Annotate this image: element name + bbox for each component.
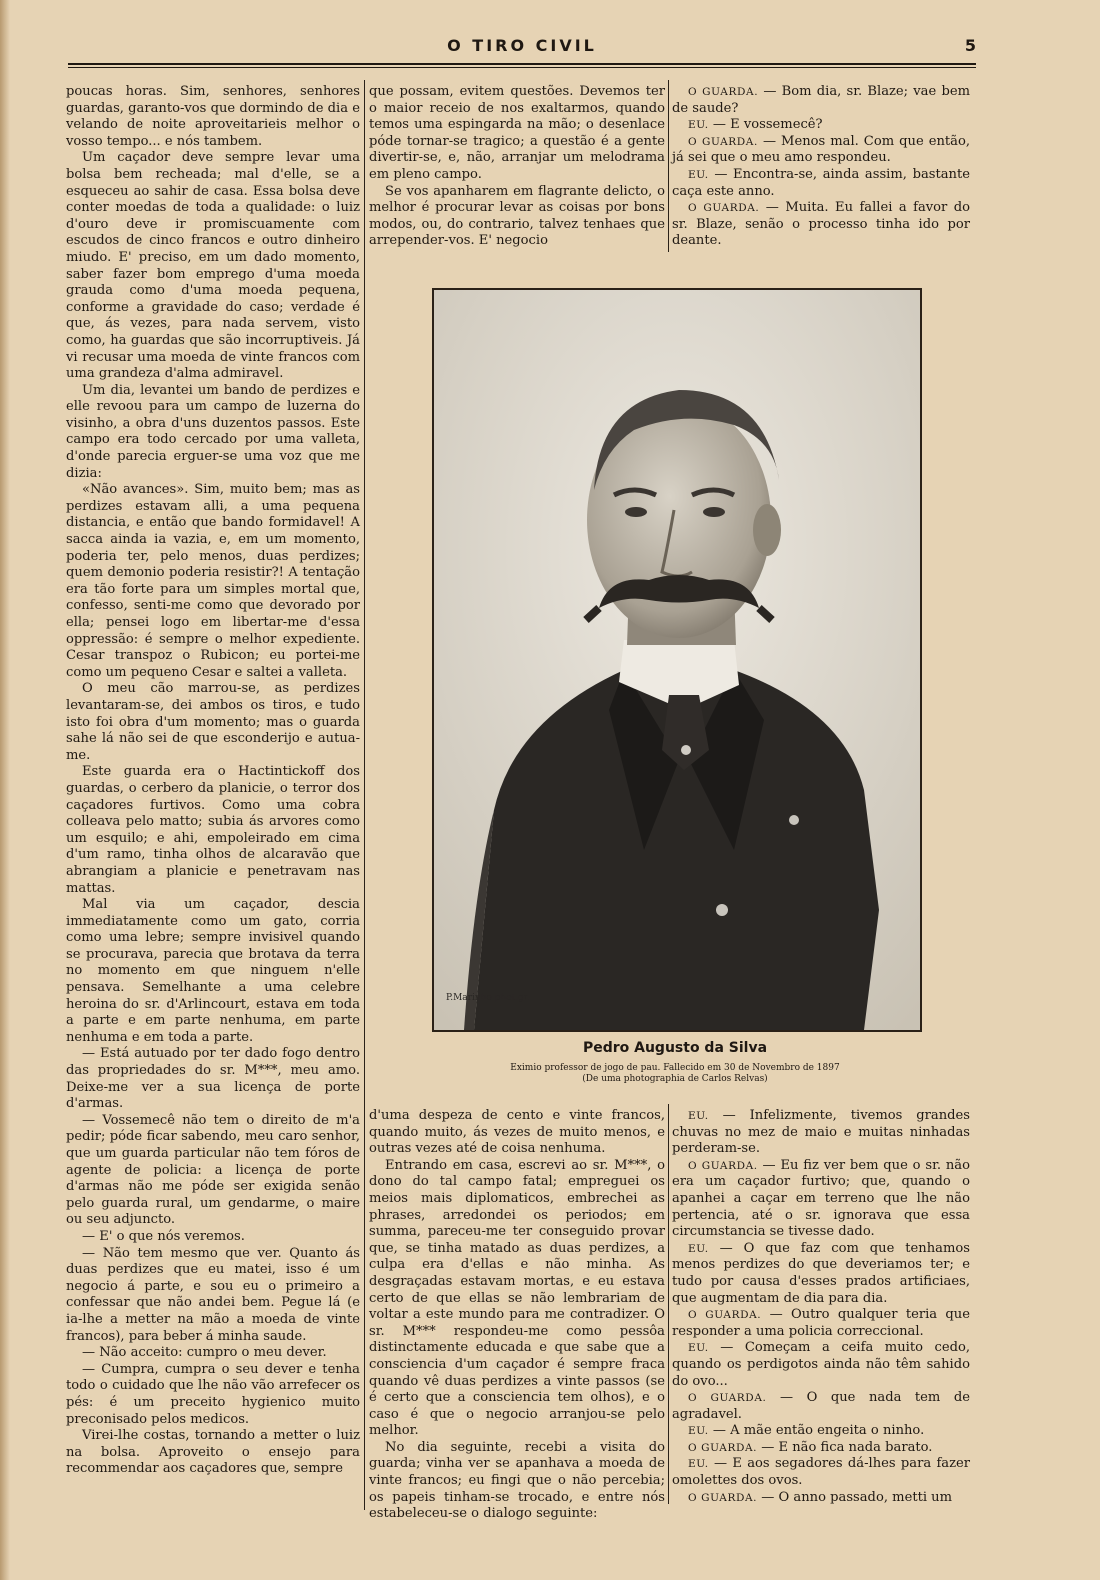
left-column (66, 84, 360, 1514)
paragraph: — Não acceito: cumpro o meu dever. (82, 1345, 327, 1361)
column-rule-right-bottom (668, 1104, 669, 1504)
speaker: EU. (688, 1342, 709, 1355)
paragraph: d'uma despeza de cento e vinte francos, quando muito, ás vezes de muito menos, e outras vezes até de coisa nenhuma. (369, 1108, 665, 1157)
speech: — Outro qualquer teria que responder a uma policia correccional. (672, 1307, 970, 1339)
speech: — Infelizmente, tivemos grandes chuvas no mez de maio e muitas ninhadas perderam-se. (672, 1108, 970, 1157)
speaker: EU. (688, 119, 709, 132)
column-rule-right-top (668, 80, 669, 252)
right-top-column (672, 84, 970, 256)
speech: — Muita. Eu fallei a favor do sr. Blaze, senão o processo tinha ido por deante. (672, 200, 970, 249)
dialogue-line (672, 1158, 970, 1241)
paragraph: — E' o que nós veremos. (82, 1228, 245, 1244)
publication-title: O TIRO CIVIL (447, 36, 597, 55)
page-edge-shadow (0, 0, 10, 1580)
speech: — A mãe então engeita o ninho. (708, 1423, 925, 1439)
dialogue-line (672, 1390, 970, 1423)
paragraph: — Está autuado por ter dado fogo dentro das propriedades do sr. M***, meu amo. Deixe-me ver a sua licença de porte d'armas. (66, 1046, 360, 1112)
speaker: O GUARDA. (688, 1309, 762, 1322)
speaker: EU. (688, 168, 709, 181)
speaker: O GUARDA. (688, 202, 760, 215)
paragraph: Mal via um caçador, descia immediatamente como um gato, corria como uma lebre; sempre invisivel quando se procurava, parecia que brotava da terra no momento em que ninguem n'elle pensava. Semelhante a uma celebre heroina do sr. d'Arlincourt, estava em toda a parte e em parte nenhuma, em parte nenhuma e em toda a parte. (66, 897, 360, 1045)
speaker: EU. (688, 1110, 709, 1122)
column-rule-left (364, 80, 365, 1510)
speech: — E aos segadores dá-lhes para fazer omolettes dos ovos. (672, 1456, 970, 1489)
paragraph: No dia seguinte, recebi a visita do guarda; vinha ver se apanhava a moeda de vinte francos; eu fingi que o não percebia; os papeis tinham-se trocado, e entre nós estabeleceu-se o dialogo seguinte: (369, 1439, 665, 1522)
photo-signature: P.Marinho phot.gr. (446, 993, 531, 1003)
speech: — O que faz com que tenhamos menos perdizes do que deveriamos ter; e tudo por causa d'esses prados artificiaes, que augmentam de dia para dia. (672, 1240, 970, 1306)
speech: — Começam a ceifa muito cedo, quando os perdigotos ainda não têm sahido do ovo... (672, 1340, 970, 1389)
middle-bottom-column (369, 1108, 665, 1522)
paragraph: — Vossemecê não tem o direito de m'a pedir; póde ficar sabendo, meu caro senhor, que um guarda particular não tem fóros de agente de policia: a licença de porte d'armas não me póde ser exigida senão pelo guarda rural, um gendarme, o maire ou seu adjuncto. (66, 1112, 360, 1228)
paragraph: Um caçador deve sempre levar uma bolsa bem recheada; mal d'elle, se a esqueceu ao sahir de casa. Essa bolsa deve conter moedas de toda a qualidade: o luiz d'ouro deve ir promiscuamente com escudos de cinco francos e outro dinheiro miudo. E' preciso, em um dado momento, saber fazer bom emprego d'uma moeda grauda como d'uma moeda pequena, conforme a gravidade do caso; verdade é que, ás vezes, para nada servem, visto como, ha guardas que são incorruptiveis. Já vi recusar uma moeda de vinte francos com uma grandeza d'alma admiravel. (66, 150, 360, 382)
speaker: O GUARDA. (688, 135, 758, 148)
header-rule-top (68, 63, 976, 65)
dialogue-line (672, 1241, 970, 1307)
speech: — O anno passado, metti um (757, 1489, 953, 1505)
paragraph: Se vos apanharem em flagrante delicto, o melhor é procurar levar as coisas por bons modos, ou, do contrario, talvez tenhaes que arrepender-vos. E' negocio (369, 183, 665, 249)
right-bottom-column (672, 1108, 970, 1508)
page-number: 5 (964, 36, 976, 55)
dialogue-line (672, 1108, 970, 1158)
paragraph: que possam, evitem questões. Devemos ter o maior receio de nos exaltarmos, quando temos uma espingarda na mão; o desenlace póde tornar-se tragico; a questão é a gente divertir-se, e, não, arranjar um melodrama em pleno campo. (369, 84, 665, 182)
speech: — E não fica nada barato. (757, 1439, 933, 1455)
caption-line: (De uma photographia de Carlos Relvas) (582, 1074, 768, 1084)
paragraph: O meu cão marrou-se, as perdizes levantaram-se, dei ambos os tiros, e tudo isto foi obra d'um momento; mas o guarda sahe lá não sei de que esconderijo e autua-me. (66, 681, 360, 763)
paragraph: Entrando em casa, escrevi ao sr. M***, o dono do tal campo fatal; empreguei os meios mais diplomaticos, embrechei as phrases, arredondei os periodos; em summa, pareceu-me ter conseguido provar que, se tinha matado as duas perdizes, a culpa era d'ellas e não minha. As desgraçadas estavam mortas, e eu estava certo de que ellas se não lembrariam de voltar a este mundo para me contradizer. O sr. M*** respondeu-me como pessôa distinctamente educada e que sabe que a consciencia d'um caçador é sempre fraca quando vê duas perdizes a vinte passos (se é certo que a consciencia tem olhos), e o caso é que o negocio arranjou-se pelo melhor. (369, 1157, 665, 1439)
header-rule-bottom (68, 67, 976, 68)
portrait-caption (432, 1063, 918, 1085)
dialogue-line (672, 117, 970, 134)
paragraph: poucas horas. Sim, senhores, senhores guardas, garanto-vos que dormindo de dia e velando de noite aproveitarieis melhor o vosso tempo... e nós tambem. (66, 84, 360, 149)
portrait-drawing (434, 290, 920, 1030)
dialogue-line (672, 84, 970, 117)
speaker: EU. (688, 1458, 709, 1471)
paragraph: Virei-lhe costas, tornando a metter o luiz na bolsa. Aproveito o ensejo para recommendar aos caçadores que, sempre (66, 1428, 360, 1477)
dialogue-line (672, 1307, 970, 1340)
paragraph: — Cumpra, cumpra o seu dever e tenha todo o cuidado que lhe não vão arrefecer os pés: é um preceito hygienico muito preconisado pelos medicos. (66, 1361, 360, 1427)
dialogue-line (672, 1340, 970, 1390)
middle-top-column (369, 84, 665, 256)
paragraph: «Não avances». Sim, muito bem; mas as perdizes estavam alli, a uma pequena distancia, e então que bando formidavel! A sacca ainda ia vazia, e, em um momento, poderia ter, pelo menos, duas perdizes; quem demonio poderia resistir?! A tentação era tão forte para um simples mortal que, confesso, senti-me como que devorado por ella; pensei logo em libertar-me d'essa oppressão: é sempre o melhor expediente. Cesar transpoz o Rubicon; eu portei-me como um pequeno Cesar e saltei a valleta. (66, 482, 360, 680)
speaker: O GUARDA. (688, 86, 759, 98)
speech: — Encontra-se, ainda assim, bastante caça este anno. (672, 166, 970, 199)
speaker: O GUARDA. (688, 1441, 758, 1454)
speech: — Bom dia, sr. Blaze; vae bem de saude? (672, 84, 970, 116)
speaker: O GUARDA. (688, 1392, 767, 1405)
dialogue-line (672, 1456, 970, 1489)
speaker: O GUARDA. (688, 1491, 758, 1504)
speech: — Menos mal. Com que então, já sei que o meu amo respondeu. (672, 133, 970, 166)
paragraph: Um dia, levantei um bando de perdizes e elle revoou para um campo de luzerna do visinho, a obra d'uns duzentos passos. Este campo era todo cercado por uma valleta, d'onde parecia erguer-se uma voz que me dizia: (66, 382, 360, 481)
dialogue-line (672, 1423, 970, 1440)
dialogue-line (672, 134, 970, 167)
dialogue-line (672, 167, 970, 200)
paragraph: — Não tem mesmo que ver. Quanto ás duas perdizes que eu matei, isso é um negocio á parte, e sou eu o primeiro a confessar que não andei bem. Pegue lá (e ia-lhe a metter na mão a moeda de vinte francos), para beber á minha saude. (66, 1245, 360, 1344)
speaker: O GUARDA. (688, 1159, 758, 1172)
portrait-caption-name: Pedro Augusto da Silva (582, 1040, 768, 1056)
speaker: EU. (688, 1242, 709, 1255)
portrait-photograph (432, 288, 922, 1032)
speech: — Eu fiz ver bem que o sr. não era um caçador furtivo; que, quando o apanhei a caçar em terreno que lhe não pertencia, até o sr. ignorava que essa circumstancia se tivesse dado. (672, 1157, 970, 1240)
dialogue-line (672, 1490, 970, 1507)
dialogue-line (672, 1440, 970, 1457)
speech: — E vossemecê? (708, 117, 823, 133)
dialogue-line (672, 200, 970, 250)
paragraph: Este guarda era o Hactintickoff dos guardas, o cerbero da planicie, o terror dos caçadores furtivos. Como uma cobra colleava pelo matto; subia ás arvores como um esquilo; e ahi, empoleirado em cima d'um ramo, tinha olhos de alcaravão que abrangiam a planicie e penetravam nas mattas. (66, 764, 360, 896)
speech: — O que nada tem de agradavel. (672, 1390, 970, 1422)
page-header (68, 36, 976, 62)
speaker: EU. (688, 1425, 709, 1438)
caption-line: Eximio professor de jogo de pau. Fallecido em 30 de Novembro de 1897 (510, 1063, 840, 1073)
